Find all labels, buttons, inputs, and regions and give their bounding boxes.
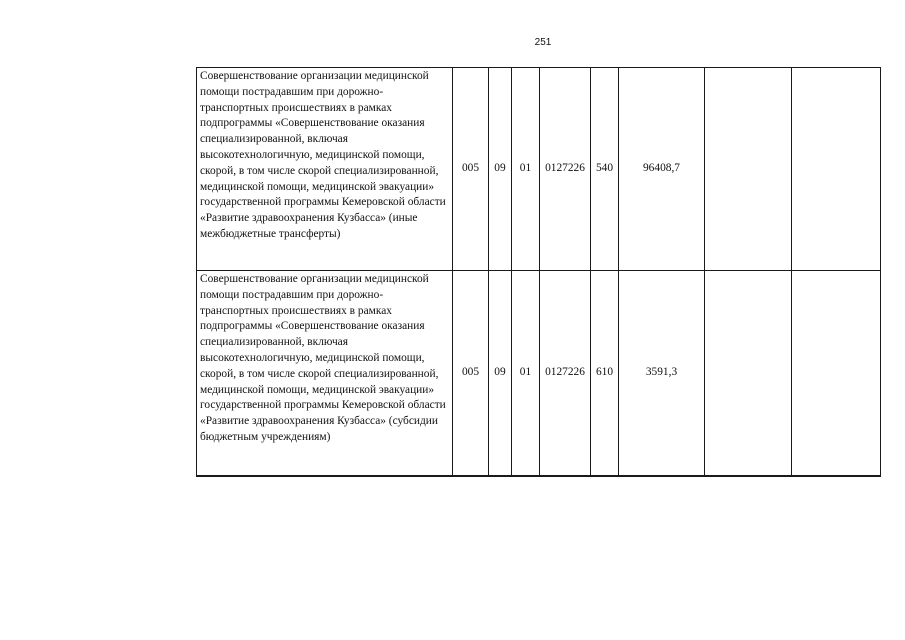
description-cell: Совершенствование организации медицинской помощи пострадавшим при дорожно-транспортных происшествиях в рамках подпрограммы «Совершенствование оказания специализированной, включая высокотехнологичную, медицинской помощи, скорой, в том числе скорой специализированной, медицинской помощи, медицинской эвакуации» государственной программы Кемеровской области «Развитие здравоохранения Кузбасса» (иные межбюджетные трансферты) [197, 68, 453, 271]
budget-table [196, 67, 881, 477]
expense-type-cell: 540 [591, 68, 619, 271]
target-article-cell: 0127226 [540, 271, 591, 476]
ministry-code-cell: 005 [453, 68, 489, 271]
expense-type-cell: 610 [591, 271, 619, 476]
amount-cell: 96408,7 [619, 68, 705, 271]
table-row [197, 68, 881, 271]
amount-cell: 3591,3 [619, 271, 705, 476]
empty-cell [705, 271, 792, 476]
section-cell: 09 [489, 271, 512, 476]
subsection-cell: 01 [512, 68, 540, 271]
empty-cell [705, 68, 792, 271]
table-row [197, 271, 881, 476]
page-number: 251 [534, 37, 552, 48]
description-cell: Совершенствование организации медицинской помощи пострадавшим при дорожно-транспортных происшествиях в рамках подпрограммы «Совершенствование оказания специализированной, включая высокотехнологичную, медицинской помощи, скорой, в том числе скорой специализированной, медицинской помощи, медицинской эвакуации» государственной программы Кемеровской области «Развитие здравоохранения Кузбасса» (субсидии бюджетным учреждениям) [197, 271, 453, 476]
empty-cell [792, 68, 881, 271]
ministry-code-cell: 005 [453, 271, 489, 476]
target-article-cell: 0127226 [540, 68, 591, 271]
empty-cell [792, 271, 881, 476]
section-cell: 09 [489, 68, 512, 271]
subsection-cell: 01 [512, 271, 540, 476]
